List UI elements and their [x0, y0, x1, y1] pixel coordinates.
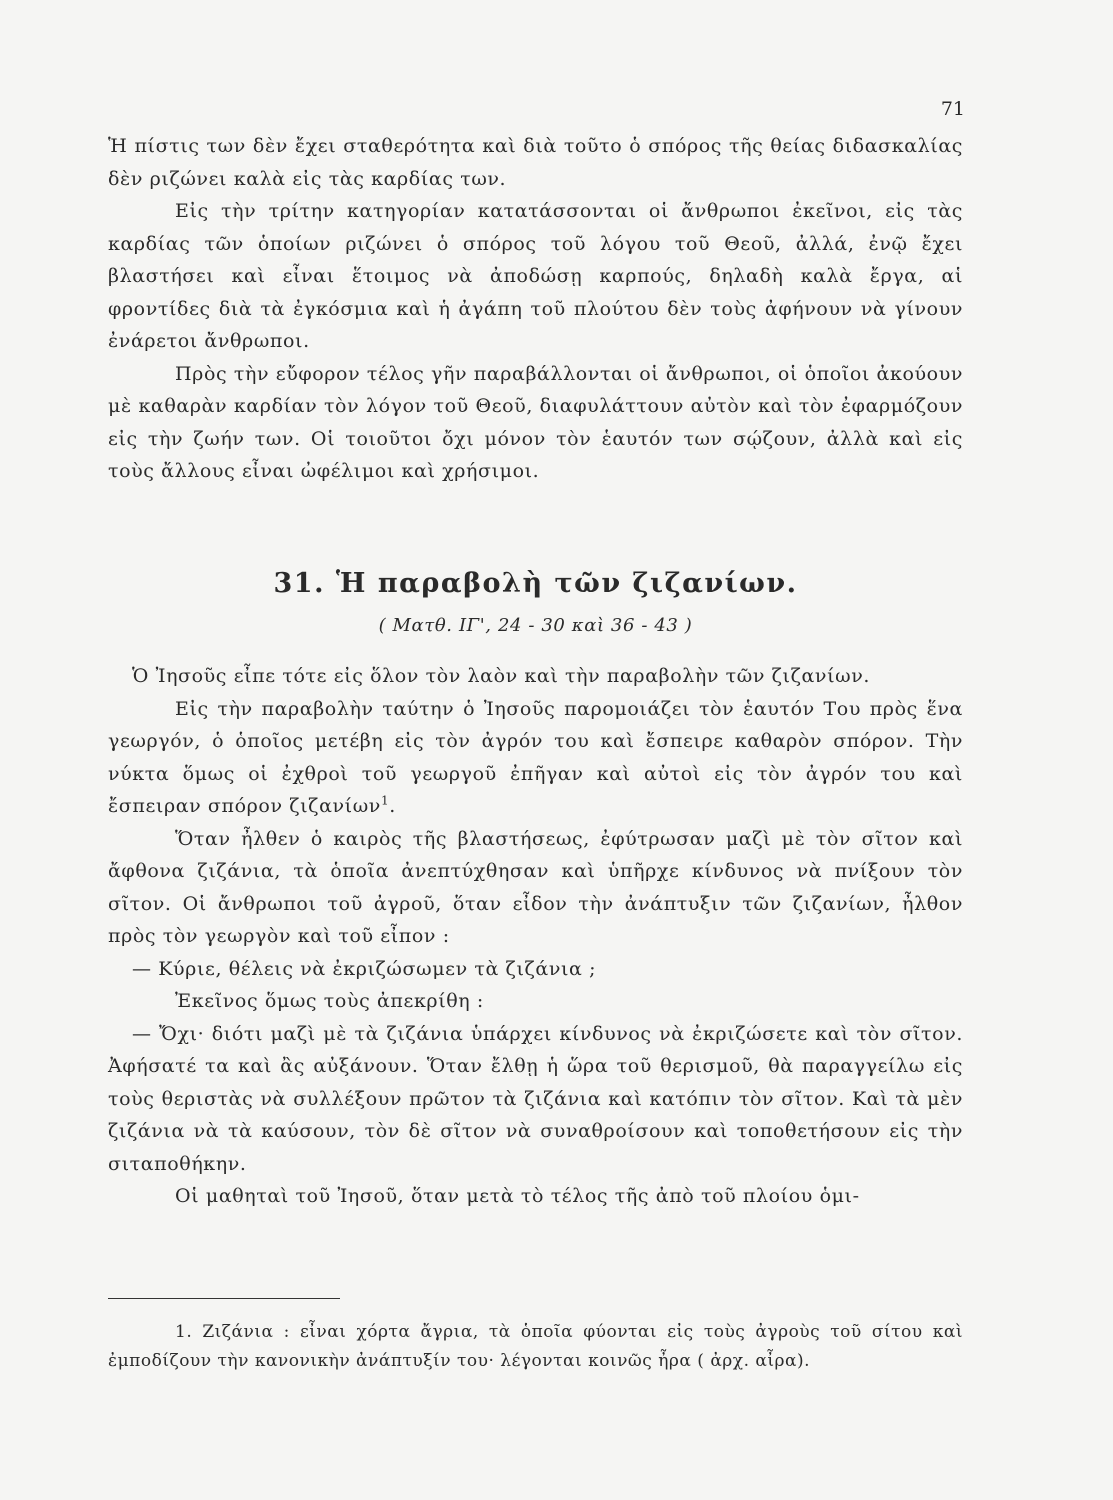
text-block-main — [108, 660, 963, 1213]
footnote-divider — [108, 1298, 340, 1299]
dialogue-line: — Κύριε, θέλεις νὰ ἐκριζώσωμεν τὰ ζιζάνια ; — [132, 957, 597, 980]
page-number: 71 — [940, 98, 965, 120]
section-title: 31. Ἡ παραβολὴ τῶν ζιζανίων. — [273, 568, 798, 599]
paragraph: Ἡ πίστις των δὲν ἔχει σταθερότητα καὶ διὰ τοῦτο ὁ σπόρος τῆς θείας διδασκαλίας δὲν ριζώνει καλὰ εἰς τὰς καρδίας των. — [108, 135, 963, 190]
paragraph: Ὁ Ἰησοῦς εἶπε τότε εἰς ὅλον τὸν λαὸν καὶ τὴν παραβολὴν τῶν ζιζανίων. — [132, 665, 871, 687]
paragraph: Πρὸς τὴν εὔφορον τέλος γῆν παραβάλλονται οἱ ἄνθρωποι, οἱ ὁποῖοι ἀκούουν μὲ καθαρὰν καρδίαν τὸν λόγον τοῦ Θεοῦ, διαφυλάττουν αὐτὸν καὶ τὸν ἐφαρμόζουν εἰς τὴν ζωήν των. Οἱ τοιοῦτοι ὄχι μόνον τὸν ἑαυτόν των σῴζουν, ἀλλὰ καὶ εἰς τοὺς ἄλλους εἶναι ὠφέλιμοι καὶ χρήσιμοι. — [108, 362, 963, 482]
paragraph-end: . — [389, 795, 396, 817]
paragraph: Οἱ μαθηταὶ τοῦ Ἰησοῦ, ὅταν μετὰ τὸ τέλος τῆς ἀπὸ τοῦ πλοίου ὁμι- — [175, 1185, 860, 1207]
paragraph — [108, 693, 963, 823]
text-block-top — [108, 130, 963, 488]
paragraph: Ὅταν ἦλθεν ὁ καιρὸς τῆς βλαστήσεως, ἐφύτρωσαν μαζὶ μὲ τὸν σῖτον καὶ ἄφθονα ζιζάνια, τὰ ὁποῖα ἀνεπτύχθησαν καὶ ὑπῆρχε κίνδυνος νὰ πνίξουν τὸν σῖτον. Οἱ ἄνθρωποι τοῦ ἀγροῦ, ὅταν εἶδον τὴν ἀνάπτυξιν τῶν ζιζανίων, ἦλθον πρὸς τὸν γεωργὸν καὶ τοῦ εἶπον : — [108, 827, 963, 947]
paragraph-text: Εἰς τὴν παραβολὴν ταύτην ὁ Ἰησοῦς παρομοιάζει τὸν ἑαυτόν Του πρὸς ἕνα γεωργόν, ὁ ὁποῖος μετέβη εἰς τὸν ἀγρόν του καὶ ἔσπειρε καθαρὸν σπόρον. Τὴν νύκτα ὅμως οἱ ἐχθροὶ τοῦ γεωργοῦ ἐπῆγαν καὶ αὐτοὶ εἰς τὸν ἀγρόν του καὶ ἔσπειραν σπόρον ζιζανίων — [108, 697, 963, 817]
footnote-marker[interactable]: 1 — [380, 793, 390, 808]
paragraph: Εἰς τὴν τρίτην κατηγορίαν κατατάσσονται οἱ ἄνθρωποι ἐκεῖνοι, εἰς τὰς καρδίας τῶν ὁποίων ριζώνει ὁ σπόρος τοῦ λόγου τοῦ Θεοῦ, ἀλλά, ἐνῷ ἔχει βλαστήσει καὶ εἶναι ἕτοιμος νὰ ἀποδώσῃ καρπούς, δηλαδὴ καλὰ ἔργα, αἱ φροντίδες διὰ τὰ ἐγκόσμια καὶ ἡ ἀγάπη τοῦ πλούτου δὲν τοὺς ἀφήνουν νὰ γίνουν ἐνάρετοι ἄνθρωποι. — [108, 200, 963, 352]
footnote-text: 1. Ζιζάνια : εἶναι χόρτα ἄγρια, τὰ ὁποῖα φύονται εἰς τοὺς ἀγροὺς τοῦ σίτου καὶ ἐμποδίζουν τὴν κανονικὴν ἀνάπτυξίν του· λέγονται κοινῶς ἦρα ( ἀρχ. αἶρα). — [108, 1322, 963, 1371]
dialogue-line: — Ὄχι· διότι μαζὶ μὲ τὰ ζιζάνια ὑπάρχει κίνδυνος νὰ ἐκριζώσετε καὶ τὸν σῖτον. Ἀφήσατέ τα καὶ ἂς αὐξάνουν. Ὅταν ἔλθῃ ἡ ὥρα τοῦ θερισμοῦ, θὰ παραγγείλω εἰς τοὺς θεριστὰς νὰ συλλέξουν πρῶτον τὰ ζιζάνια καὶ κατόπιν τὸν σῖτον. Καὶ τὰ μὲν ζιζάνια νὰ τὰ καύσουν, τὸν δὲ σῖτον νὰ συναθροίσουν καὶ τοποθετήσουν εἰς τὴν σιταποθήκην. — [108, 1022, 963, 1175]
footnote — [108, 1318, 963, 1376]
paragraph: Ἐκεῖνος ὅμως τοὺς ἀπεκρίθη : — [175, 990, 484, 1012]
scripture-reference: ( Ματθ. ΙΓ', 24 - 30 καὶ 36 - 43 ) — [378, 615, 693, 636]
